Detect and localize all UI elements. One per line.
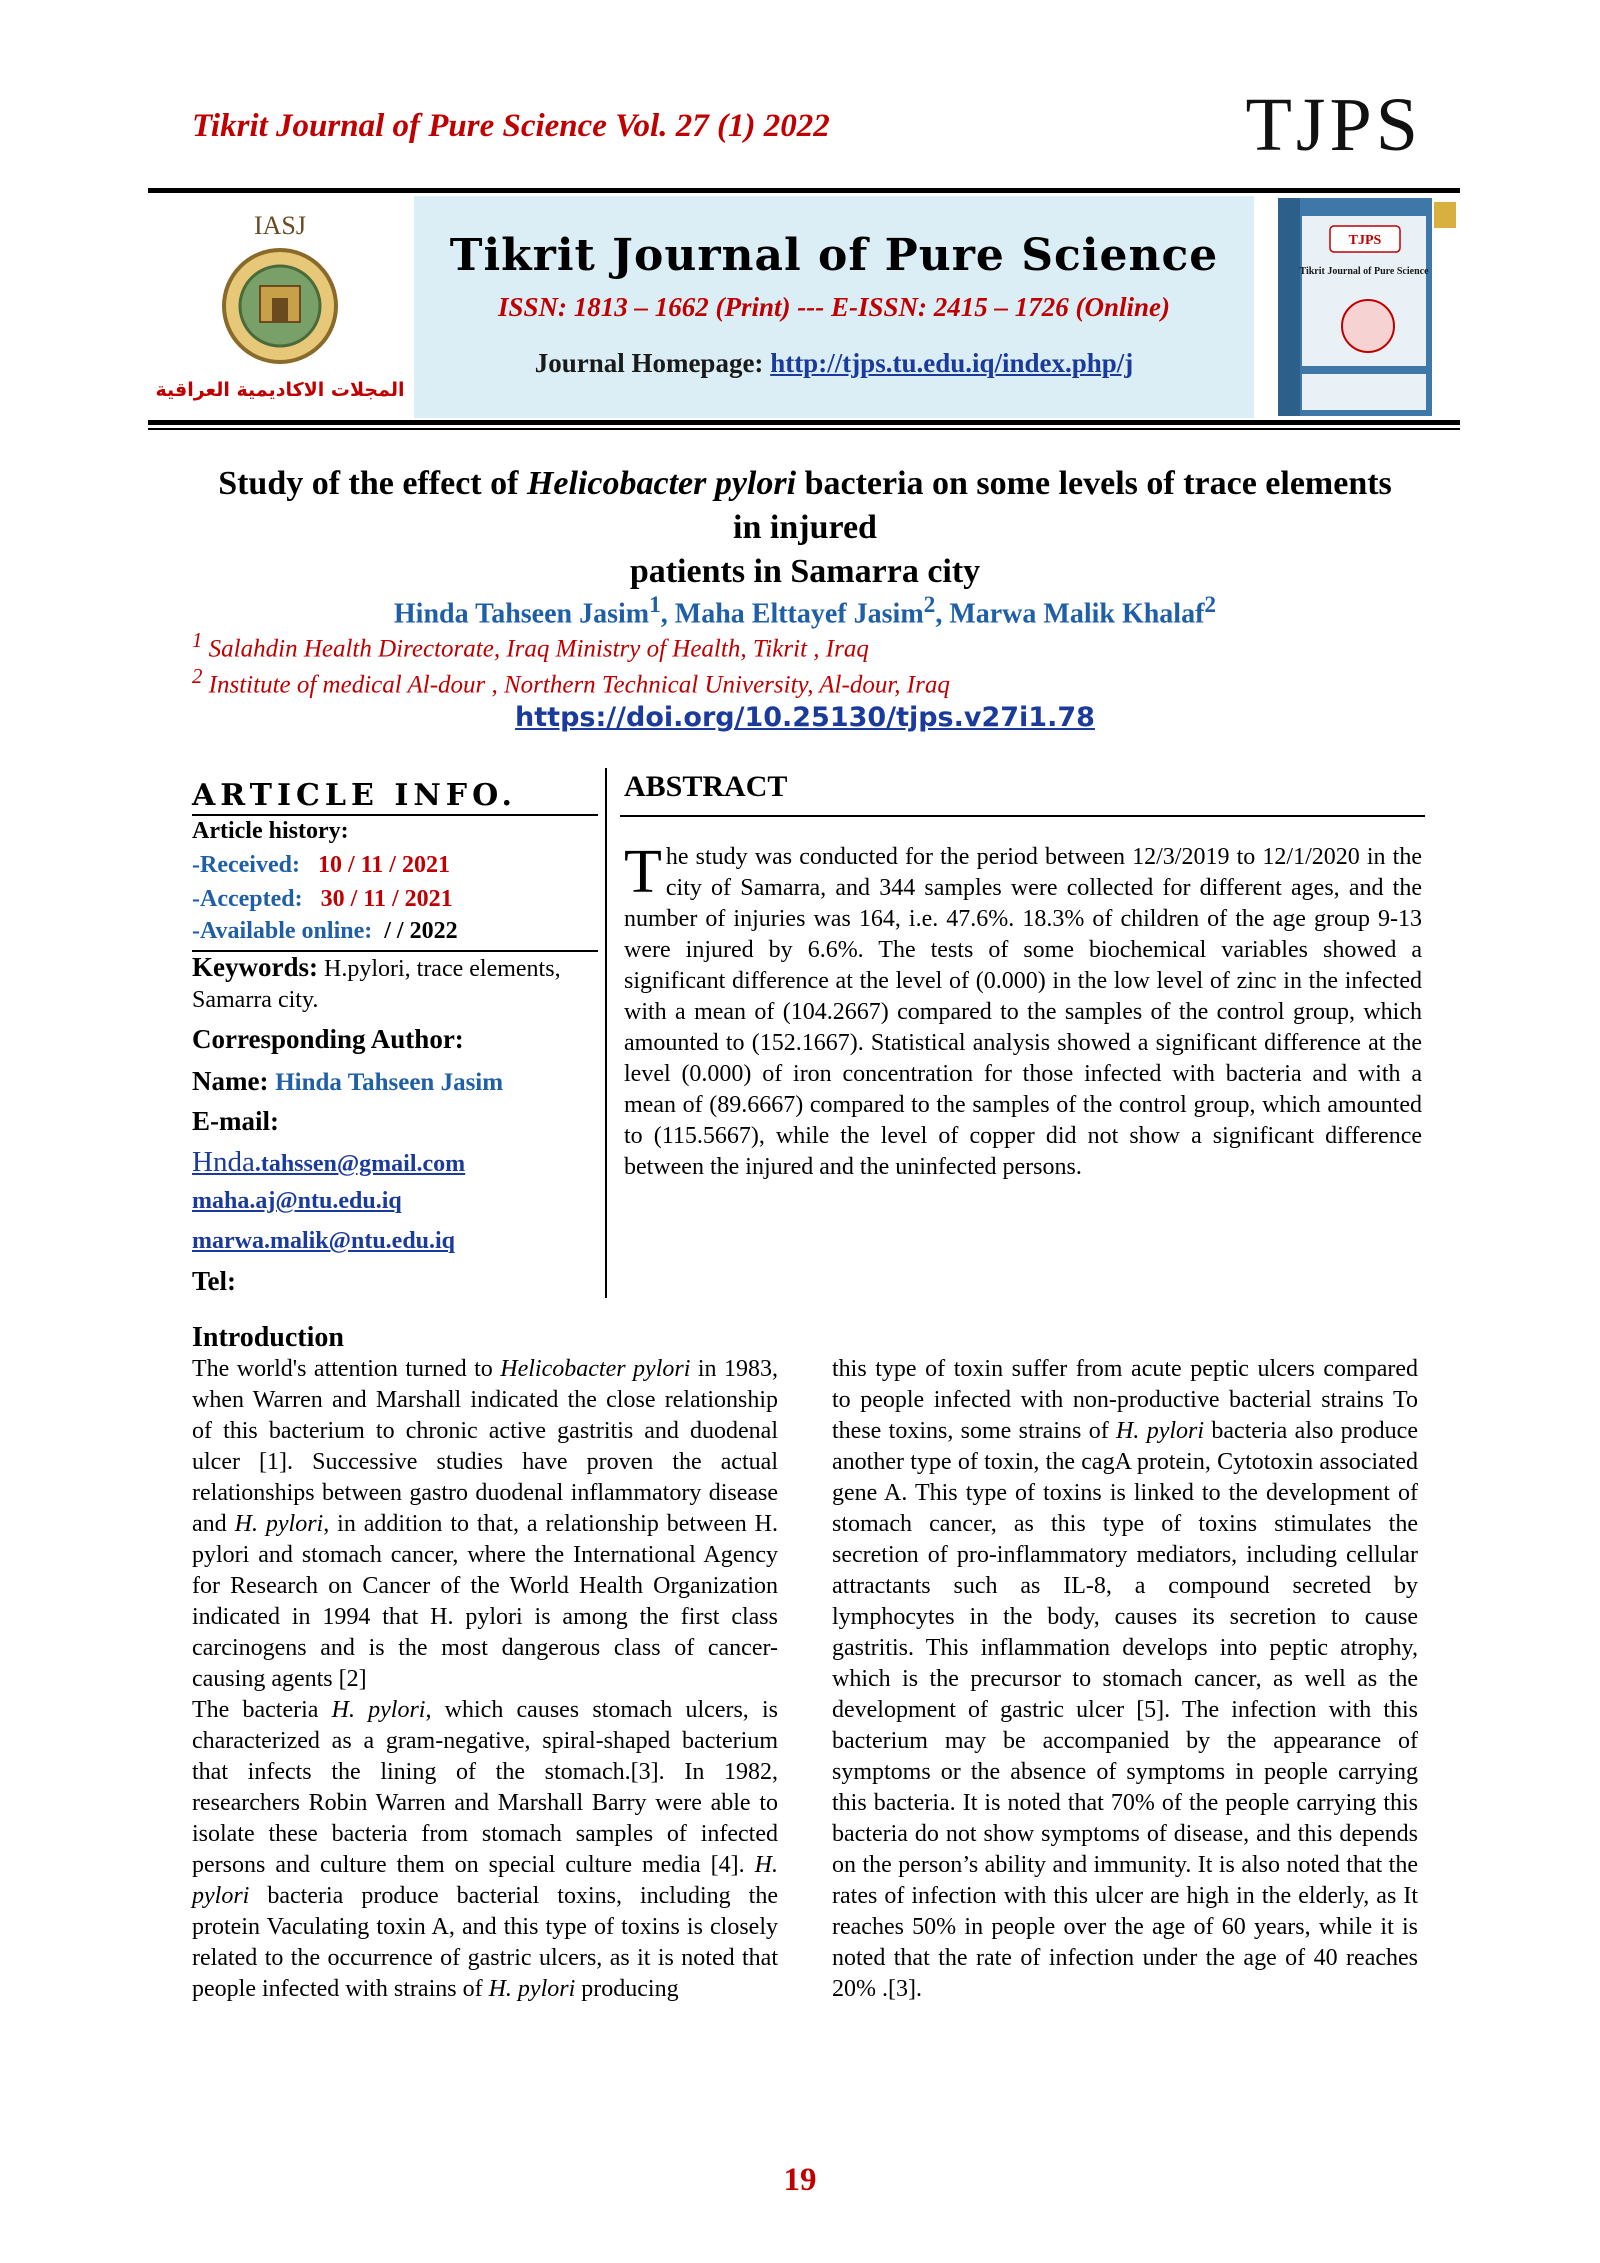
author-name: Maha Elttayef Jasim [674,598,924,630]
journal-cover-image [1258,196,1460,418]
iasj-logo [148,196,412,418]
received-row: -Received: 10 / 11 / 2021 [192,852,450,878]
body-column-left [192,1354,778,2005]
author-name: Marwa Malik Khalaf [949,598,1205,630]
abstract-heading: ABSTRACT [624,770,788,803]
doi-link-row [200,702,1410,733]
doi-link[interactable]: https://doi.org/10.25130/tjps.v27i1.78 [515,702,1095,733]
corresponding-label: Corresponding Author: [192,1024,464,1054]
header-rule-bottom [148,420,1460,425]
issn-line: ISSN: 1813 – 1662 (Print) --- E-ISSN: 2415 – 1726 (Online) [497,292,1171,322]
journal-abbrev: TJPS [1245,83,1422,167]
affiliation-1: $^1$ Salahdin Health Directorate, Iraq Ministry of Health, Tikrit , Iraq [192,628,869,663]
drop-cap: T [624,838,662,906]
running-head: Tikrit Journal of Pure Science Vol. 27 (1) 2022 [192,108,830,144]
author-name: Hinda Tahseen Jasim [393,598,650,630]
info-rule [192,814,598,816]
abstract-rule [620,815,1425,817]
abstract-body: The study was conducted for the period between 12/3/2019 to 12/1/2020 in the city of Samarra, and 344 samples were collected for different ages, and the number of injuries was 164, i.e. 47.6%. 18.3% of children of the age group 9-13 were injured by 6.6%. The tests of some biochemical variables showed a significant difference at the level of (0.000) in the low level of zinc in the infected with a mean of (104.2667) compared to the samples of the control group, which amounted to (152.1667). Statistical analysis showed a significant difference at the level (0.000) of iron concentration for those infected with bacteria and with a mean of (89.6667) compared to the samples of the control group, which amounted to (115.5667), while the level of copper did not show a significant difference between the injured and the uninfected persons. [624,838,1422,1180]
title-organism: Helicobacter pylori [526,465,797,502]
affiliation-2: $^2$ Institute of medical Al-dour , Northern Technical University, Al-dour, Iraq [192,664,950,699]
history-label: Article history: [192,818,349,844]
column-divider [605,768,607,1298]
accepted-row: -Accepted: 30 / 11 / 2021 [192,886,453,912]
paragraph: The world's attention turned to Helicobacter pylori in 1983, when Warren and Marshall indicated the close relationship of this bacterium to chronic active gastritis and duodenal ulcer [1]. Successive studies have proven the actual relationships between gastro duodenal inflammatory disease and H. pylori, in addition to that, a relationship between H. pylori and stomach cancer, where the International Agency for Research on Cancer of the World Health Organization indicated in 1994 that H. pylori is among the first class carcinogens and is the most dangerous class of cancer-causing agents [2] [192,1356,778,1692]
homepage-label: Journal Homepage: [534,348,771,378]
journal-name: Tikrit Journal of Pure Science [449,230,1219,281]
keywords-row: Keywords: H.pylori, trace elements, Samarra city. [192,952,561,1013]
name-row: Name: Hinda Tahseen Jasim [192,1066,504,1096]
tel-label: Tel: [192,1266,237,1296]
introduction-heading: Introduction [192,1322,344,1353]
header-rule-top [148,188,1460,193]
header-rule-bottom-thin [148,428,1460,430]
homepage-link[interactable]: http://tjps.tu.edu.iq/index.php/j [770,348,1134,378]
logo-text: IASJ [253,211,307,240]
journal-banner [148,196,1460,418]
email-label: E-mail: [192,1106,279,1136]
cover-abbrev: TJPS [1348,233,1382,248]
logo-caption: المجلات الاكاديمية العراقية [155,379,405,401]
email-link[interactable]: Hnda.tahssen@gmail.com [192,1146,466,1178]
cover-title: Tikrit Journal of Pure Science [1299,266,1429,277]
paragraph: this type of toxin suffer from acute peptic ulcers compared to people infected with non-productive bacterial strains To these toxins, some strains of H. pylori bacteria also produce another type of toxin, the cagA protein, Cytotoxin associated gene A. This type of toxins is linked to the development of stomach cancer, as this type of toxins stimulates the secretion of pro-inflammatory mediators, including cellular attractants such as IL-8, a compound secreted by lymphocytes in the body, causes its secretion to cause gastritis. This inflammation develops into peptic atrophy, which is the precursor to stomach cancer, as well as the development of gastric ulcer [5]. The infection with this bacterium may be accompanied by the appearance of symptoms or the absence of symptoms in people carrying this bacteria. It is noted that 70% of the people carrying this bacteria do not show symptoms of disease, and this depends on the person’s ability and immunity. It is also noted that the rates of infection with this ulcer are high in the elderly, as It reaches 50% in people over the age of 60 years, while it is noted that the rate of infection under the age of 40 reaches 20% .[3]. [832,1356,1418,2002]
body-column-right [832,1354,1418,2005]
email-link[interactable]: maha.aj@ntu.edu.iq [192,1188,402,1214]
paragraph: The bacteria H. pylori, which causes stomach ulcers, is characterized as a gram-negative, spiral-shaped bacterium that infects the lining of the stomach.[3]. In 1982, researchers Robin Warren and Marshall Barry were able to isolate these bacteria from stomach samples of infected persons and culture them on special culture media [4]. H. pylori bacteria produce bacterial toxins, including the protein Vaculating toxin A, and this type of toxins is closely related to the occurrence of gastric ulcers, as it is noted that people infected with strains of H. pylori producing [192,1697,778,2002]
homepage-line [414,348,1254,379]
page-number: 19 [783,2162,817,2198]
banner-center [414,196,1254,418]
author-list: Hinda Tahseen Jasim$^1$, Maha Elttayef Jasim$^2$, Marwa Malik Khalaf$^2$ [393,592,1217,630]
article-info-heading: ARTICLE INFO. [192,778,517,813]
email-link[interactable]: marwa.malik@ntu.edu.iq [192,1228,456,1254]
online-row: -Available online: / / 2022 [192,918,458,944]
paper-title: Study of the effect of Helicobacter pylori bacteria on some levels of trace elements in injured patients in Samarra city [218,465,1392,590]
